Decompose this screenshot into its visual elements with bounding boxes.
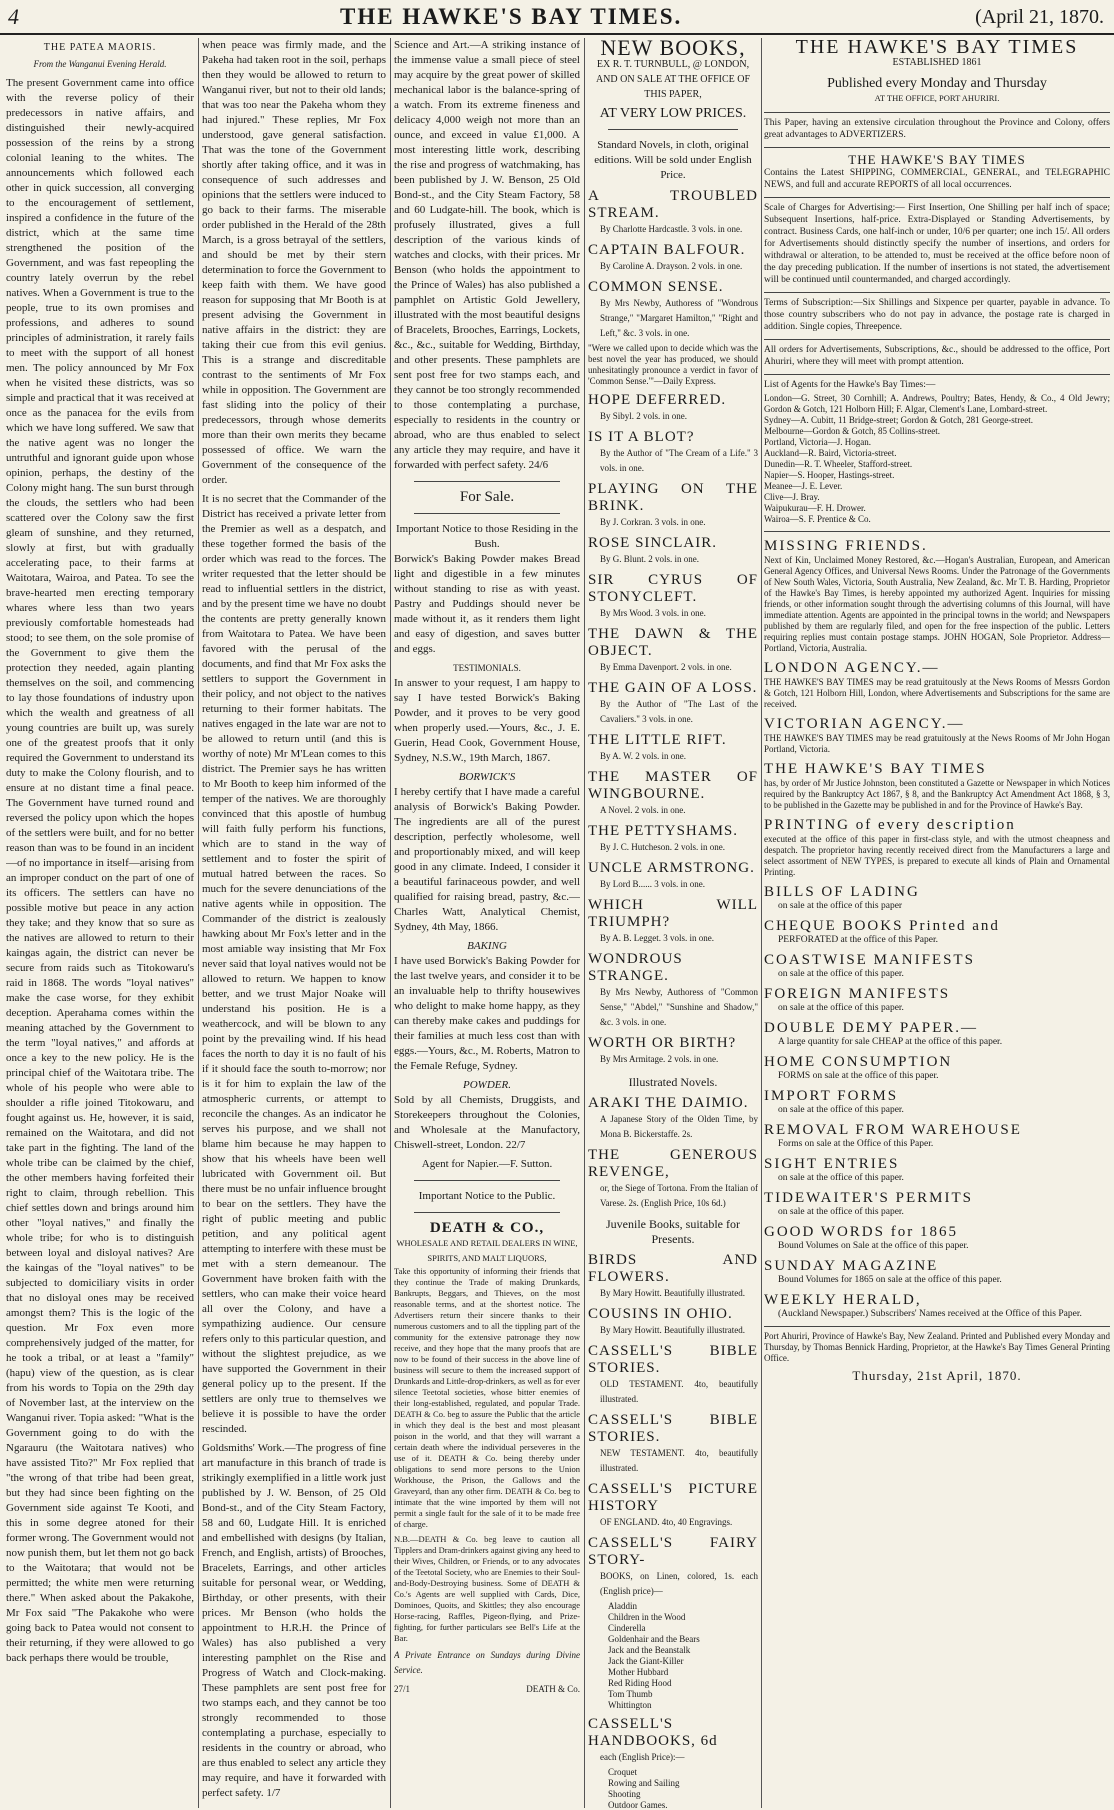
newspaper-title: THE HAWKE'S BAY TIMES. (340, 4, 683, 29)
testimonials-heading: TESTIMONIALS. (453, 663, 521, 673)
book-author: By Mrs Armitage. 2 vols. in one. (600, 1054, 719, 1064)
london-agency-body: THE HAWKE'S BAY TIMES may be read gratuitously at the News Rooms of Messrs Gordon & Gotch, 121 Holborn Hill, London, where Advertisements and Subscriptions for the same are received. (764, 677, 1110, 709)
list-item: Cinderella (608, 1623, 646, 1633)
list-item: Clive—J. Bray. (764, 492, 820, 502)
book-title: CASSELL'S BIBLE STORIES. (588, 1412, 758, 1445)
baking-heading: BAKING (467, 940, 507, 952)
gazette-heading: THE HAWKE'S BAY TIMES (764, 761, 987, 777)
victorian-agency-body: THE HAWKE'S BAY TIMES may be read gratuitously at the News Rooms of Mr John Hogan Portland, Victoria. (764, 733, 1110, 754)
juvenile-books-heading: Juvenile Books, suitable for Presents. (606, 1217, 740, 1246)
ad-line: FORMS on sale at the office of this paper. (778, 1071, 939, 1081)
book-title: PLAYING ON THE BRINK. (588, 481, 758, 514)
ad-line: Bound Volumes on Sale at the office of this paper. (778, 1241, 969, 1251)
illustrated-novels-heading: Illustrated Novels. (628, 1075, 718, 1089)
book-author: A Novel. 2 vols. in one. (600, 805, 686, 815)
ad-title: SUNDAY MAGAZINE (764, 1258, 939, 1274)
printing-heading: PRINTING of every description (764, 817, 1016, 833)
book-title: CASSELL'S BIBLE STORIES. (588, 1343, 758, 1376)
ad-line: (Auckland Newspaper.) Subscribers' Names received at the Office of this Paper. (778, 1309, 1082, 1319)
testimonial: I hereby certify that I have made a careful analysis of Borwick's Baking Powder. The ingredients are all of the purest description, perfectly wholesome, well and proportionably mixed, and will keep good in any climate. Indeed, I consider it a beautiful farinaceous powder, and well qualified for raising bread, pastry, &c.—Charles Watt, Analytical Chemist, Sydney, 4th May, 1866. (394, 786, 580, 933)
book-title: HOPE DEFERRED. (588, 392, 727, 408)
article-source: From the Wanganui Evening Herald. (33, 59, 167, 69)
established-text: ESTABLISHED 1861 (892, 57, 982, 68)
ad-line: on sale at the office of this paper. (778, 1003, 904, 1013)
column-divider (198, 38, 199, 1808)
column-divider (390, 38, 391, 1808)
book-author: By Sibyl. 2 vols. in one. (600, 411, 688, 421)
divider (764, 339, 1110, 340)
book-title: COMMON SENSE. (588, 279, 724, 295)
book-title: SIR CYRUS OF STONYCLEFT. (588, 572, 758, 605)
death-co-subheading: WHOLESALE AND RETAIL DEALERS IN WINE, SPIRITS, AND MALT LIQUORS, (396, 1238, 578, 1263)
ad-title: BILLS OF LADING (764, 884, 920, 900)
testimonial: In answer to your request, I am happy to say I have tested Borwick's Baking Powder, and it proves to be very good when properly used.—Yours, &c., J. E. Guerin, Head Cook, Government House, Sydney, N.S.W., 19th March, 1867. (394, 677, 580, 764)
gazette-body: has, by order of Mr Justice Johnston, been constituted a Gazette or Newspaper in which Notices required by the Bankruptcy Act 1867, § 8, and the Bankruptcy Act Amendment Act 1868, § 3, to be published in the Gazette may be published in and for the Province of Hawke's Bay. (764, 778, 1110, 810)
contains-heading: THE HAWKE'S BAY TIMES (848, 152, 1026, 167)
list-item: Shooting (608, 1789, 641, 1799)
list-item: Red Riding Hood (608, 1678, 672, 1688)
ad-title: TIDEWAITER'S PERMITS (764, 1190, 973, 1206)
ad-line: on sale at the office of this paper. (778, 969, 904, 979)
ad-title: WEEKLY HERALD, (764, 1292, 922, 1308)
list-item: Croquet (608, 1767, 637, 1777)
death-co-heading: DEATH & CO., (429, 1220, 545, 1236)
list-item: Whittington (608, 1700, 652, 1710)
london-agency-heading: LONDON AGENCY.— (764, 660, 940, 676)
book-title: WONDROUS STRANGE. (588, 951, 683, 984)
private-entrance-text: A Private Entrance on Sundays during Divine Service. (394, 1650, 580, 1675)
new-books-heading: NEW BOOKS, (600, 38, 746, 60)
book-author: NEW TESTAMENT. 4to, beautifully illustrated. (600, 1448, 758, 1473)
science-art-item: Science and Art.—A striking instance of the immense value a small piece of steel may acquire by the great power of skilled mechanical labor is the balance-spring of a watch. From its extreme fineness and delicacy 4,000 weigh not more than an ounce, and exceed in value £1,000. A most interesting little work, describing the rise and progress of watchmaking, has been published by J. W. Benson, 25 Old Bond-st., and the City Steam Factory, 58 and 60 Ludgate-hill. The book, which is profusely illustrated, gives a full description of the various kinds of watches and clocks, with their prices. Mr Benson (who holds the appointment to the Prince of Wales) has also published a pamphlet on Artistic Gold Jewellery, illustrated with the most beautiful designs of Bracelets, Brooches, Earrings, Lockets, &c., &c., suitable for Wedding, Birthday, and other presents. These pamphlets are sent post free for two stamps each, and they cannot be too strongly recommended to those contemplating a purchase, especially to residents in the country or abroad, who are thus enabled to select any article they may require, and have it forwarded with perfect safety. 24/6 (394, 39, 580, 471)
article-body: The present Government came into office with the reverse policy of their predecessors in native affairs, and distinguished their newly-acquired possession of the reins by a strong colonial leaning to the whites. The announcements which followed each other in quick succession, all converging to the encouragement of settlement, inspired a confidence in the future of the district, which at the same time strengthened the position of the Government, and was fast repeopling the country lately overrun by the rebel natives. When a Government is true to the people, true to its own promises and professions, and adheres to sound principles of administration, it rarely fails to meet with the support of all honest men. The policy announced by Mr Fox when he visited these districts, was so simple and practical that it was received at once as the panacea for the evils from which we have long suffered. We saw that the native agent was no longer the untruthful and ignorant guide upon whose opinion, perhaps, the destiny of the Colony might hang. The sun burst through the clouds, the settlers who had been scattered over the Colony saw the first gleam of sunshine, and they returned, slowly at first, but with gradually accelerating pace, to their farms at Waitotara, Wairoa, and Patea. To see the brave-hearted men erecting temporary whares where less than two years previously comfortable homesteads had stood; to see them, on the sole promise of the Government to give them the protection they needed, again planting themselves on the soil, and commencing to lay those foundations of industry upon which the wealth and greatness of all young countries are built up, was surely one of the greatest proofs that it only required the Government to understand its duty to make the Colony flourish, and to ensure at no distant time a final peace. The Government have turned round and reversed the policy upon which the hopes of the settlers were built, and for no better reason than was to be found in an incident—of no importance in itself—arising from an improper conduct on the part of one of its officers. The settlers can have no possible motive but peace in any action they take; and they know that so sure as the natives are allowed to return to their kaingas again, the district can never be secure from raids such as Titokowaru's raid in 1868. The words "loyal natives" make the case worse, for they exhibit deception. Aperahama comes within the meaning attached by the Government to the term "loyal natives," and affords at once a key to the new policy. He is the principal chief of the Waitotara tribe. The whole of his people who were able to shoulder a rifle joined Titokowaru, and fought against us. He, however, it is said, remained on the Waitotara, and did not take part in the fighting. The land of the whole tribe can be claimed by the chief, the other members having forfeited their right to claim, through rebellion. This chief settles down and brings around him other "loyal natives," and finally the whole tribe; for who is to distinguish between loyal and disloyal natives? Are the kaingas of the "loyal natives" to be subjected to domiciliary visits in order that no disloyal ones may be received amongst them? This is the logic of the question. Mr Fox even more comprehensively judged of the matter, for he took a tribal, or at least a "family" (hapu) view of the question, as is clear from his words to Topia on the 29th day of November last, at the interview on the Wanganui river. Topia asked: "What is the Government going to do with the Ngarauru (the Waitotara natives) who have assisted Tito?" Mr Fox replied that "the wrong of that tribe had been great, but they had since been fighting on the Government side against Te Kooti, and this in some degree atoned for their former wrong. The Government would not now punish them, but let them not go back to the Waitotara; that would not be permitted; the white men were returning there." When asked about the Pakakohe, Mr Fox said "The Pakakohe who were going back to Patea would not consent to their returning, if they were allowed to go back perhaps there would be trouble, (6, 77, 194, 1664)
missing-friends-heading: MISSING FRIENDS. (764, 538, 928, 554)
divider (764, 374, 1110, 375)
column-paper-notices (764, 38, 1110, 1808)
column-divider (761, 38, 762, 1808)
list-item: Jack the Giant-Killer (608, 1656, 684, 1666)
book-author: By Mrs Newby, Authoress of "Wondrous Strange," "Margaret Hamilton," "Right and Left," &c. 3 vols. in one. (600, 298, 758, 338)
paper-arc-title: THE HAWKE'S BAY TIMES (795, 38, 1079, 58)
book-title: UNCLE ARMSTRONG. (588, 860, 755, 876)
divider (414, 1212, 560, 1213)
book-title: THE DAWN & THE OBJECT. (588, 626, 758, 659)
book-author: By Mary Howitt. Beautifully illustrated. (600, 1288, 745, 1298)
ad-title: REMOVAL FROM WAREHOUSE (764, 1122, 1022, 1138)
column-patea-maoris (6, 38, 194, 1808)
book-title: THE GAIN OF A LOSS. (588, 680, 758, 696)
list-item: Jack and the Beanstalk (608, 1645, 691, 1655)
list-item: Aladdin (608, 1601, 637, 1611)
agents-list (764, 393, 1110, 525)
list-item: Portland, Victoria—J. Hogan. (764, 437, 872, 447)
book-title: A TROUBLED STREAM. (588, 188, 758, 221)
list-item: London—G. Street, 30 Cornhill; A. Andrews, Poultry; Bates, Hendy, & Co., 4 Old Jewry; Gordon & Gotch, 121 Holborn Hill; F. Algar, Clement's Lane, Lombard-street. (764, 393, 1110, 414)
divider (764, 112, 1110, 113)
book-title: THE LITTLE RIFT. (588, 732, 727, 748)
book-author: By Mary Howitt. Beautifully illustrated. (600, 1325, 745, 1335)
fairy-book-list (608, 1601, 758, 1711)
list-item: Sydney—A. Cubitt, 11 Bridge-street; Gordon & Gotch, 281 George-street. (764, 415, 1033, 425)
death-co-footer (394, 1682, 580, 1697)
book-author: By J. C. Hutcheson. 2 vols. in one. (600, 842, 725, 852)
list-item: Rowing and Sailing (608, 1778, 680, 1788)
death-co-note: N.B.—DEATH & Co. beg leave to caution all Tipplers and Dram-drinkers against giving any heed to their Wives, Children, or Friends, or to any advocates of the Teetotal Society, who are Enemies to their Soul-and-Body-Destroying business. Some of DEATH & Co.'s Agents are well supplied with Cards, Dice, Dominoes, Quoits, and Skittles; they also encourage Horse-racing, Raffles, Pigeon-flying, and Prize-fighting, for further particulars see Bell's Life at the Bar. (394, 1534, 580, 1643)
book-title: IS IT A BLOT? (588, 429, 695, 445)
low-prices-heading: AT VERY LOW PRICES. (599, 106, 747, 121)
list-item: Outdoor Games. (608, 1800, 668, 1808)
column-adverts-middle (394, 38, 580, 1808)
masthead-rule (0, 33, 1114, 35)
book-title: THE PETTYSHAMS. (588, 823, 739, 839)
book-title: CASSELL'S HANDBOOKS, 6d (588, 1716, 718, 1749)
powder-heading: POWDER. (463, 1079, 511, 1091)
column-article-continued (202, 38, 386, 1808)
standard-novels-text: Standard Novels, in cloth, original editions. Will be sold under English Price. (594, 139, 752, 181)
divider (414, 1180, 560, 1181)
book-title: CASSELL'S FAIRY STORY- (588, 1535, 758, 1568)
ad-line: Forms on sale at the Office of this Paper. (778, 1139, 934, 1149)
book-author: By Mrs Wood. 3 vols. in one. (600, 608, 706, 618)
list-item: Meanee—J. E. Lever. (764, 481, 843, 491)
handbooks-list (608, 1767, 758, 1808)
ad-line: on sale at the office of this paper. (778, 1173, 904, 1183)
this-paper-notice: This Paper, having an extensive circulation throughout the Province and Colony, offers great advantages to ADVERTIZERS. (764, 118, 1110, 140)
agent-text: Agent for Napier.—F. Sutton. (421, 1158, 553, 1170)
book-author: By G. Blunt. 2 vols. in one. (600, 554, 700, 564)
testimonial: I have used Borwick's Baking Powder for the last twelve years, and consider it to be an invaluable help to thrifty housewives who delight to make home happy, as they can thereby make cakes and puddings for their families at much less cost than with eggs.—Yours, &c., M. Roberts, Matron to the Female Refuge, Sydney. (394, 955, 580, 1072)
goldsmiths-item: Goldsmiths' Work.—The progress of fine art manufacture in this branch of trade is strikingly exemplified in a little work just published by J. W. Benson, of 25 Old Bond-st., and of the City Steam Factory, 58 and 60, Ludgate Hill. It is enriched and embellished with designs (by Italian, French, and English, artists) of Brooches, Bracelets, Earrings, and other articles suitable for personal wear, or Wedding, Birthday, or other presents, with their prices. Mr Benson (who holds the appointment to H.R.H. the Prince of Wales) has also published a very interesting pamphlet on the Rise and Progress of Watch and Clock-making. These pamphlets are sent post free for two stamps each, and they cannot be too strongly recommended to those contemplating a purchase, especially to residents in the country or abroad, who are thus enabled to select any article they may require, and have it forwarded with perfect safety. 1/7 (202, 1442, 386, 1799)
borwicks-heading: BORWICK'S (458, 771, 516, 783)
ad-title: COASTWISE MANIFESTS (764, 952, 975, 968)
borwick-advert: Borwick's Baking Powder makes Bread light and digestible in a few minutes without standing to rise as with yeast. Pastry and Puddings should never be made without it, as it renders them light and easy of digestion, and saves butter and eggs. (394, 553, 580, 655)
book-author: A Japanese Story of the Olden Time, by Mona B. Bickerstaffe. 2s. (600, 1114, 758, 1139)
page-number: 4 (8, 4, 19, 29)
divider (764, 197, 1110, 198)
notice-heading: Important Notice to those Residing in the Bush. (395, 523, 579, 550)
printing-body: executed at the office of this paper in first-class style, and with the utmost cheapness and despatch. The proprietor having recently received direct from the Manufacturers a large and select assortment of NEW TYPES, is prepared to execute all kinds of Plain and Ornamental Printing. (764, 834, 1110, 877)
issue-date: (April 21, 1870. (975, 6, 1104, 28)
ad-title: CHEQUE BOOKS Printed and (764, 918, 1000, 934)
column-divider (584, 38, 585, 1808)
ad-title: SIGHT ENTRIES (764, 1156, 900, 1172)
list-item: Wairoa—S. F. Prentice & Co. (764, 514, 871, 524)
list-item: Napier—S. Hooper, Hastings-street. (764, 470, 895, 480)
signature: DEATH & Co. (526, 1684, 580, 1694)
book-author: By A. W. 2 vols. in one. (600, 751, 687, 761)
book-author: By J. Corkran. 3 vols. in one. (600, 517, 706, 527)
book-title: WHICH WILL TRIUMPH? (588, 897, 758, 930)
book-title: BIRDS AND FLOWERS. (588, 1252, 758, 1285)
advert-code: 27/1 (394, 1684, 411, 1694)
book-author: each (English Price):— (600, 1752, 685, 1762)
book-review-quote: "Were we called upon to decide which was the best novel the year has produced, we should unhesitatingly pronounce a verdict in favor of 'Common Sense.'"—Daily Express. (588, 343, 758, 386)
ad-line: on sale at the office of this paper. (778, 1207, 904, 1217)
book-author: By Charlotte Hardcastle. 3 vols. in one. (600, 224, 743, 234)
book-author: OLD TESTAMENT. 4to, beautifully illustrated. (600, 1379, 758, 1404)
list-item: Waipukurau—F. H. Drower. (764, 503, 866, 513)
book-author: By A. B. Legget. 3 vols. in one. (600, 933, 714, 943)
book-author: By the Author of "The Cream of a Life." 3 vols. in one. (600, 448, 758, 473)
book-author: By Caroline A. Drayson. 2 vols. in one. (600, 261, 743, 271)
book-title: ARAKI THE DAIMIO. (588, 1095, 749, 1111)
book-author: By Lord B...... 3 vols. in one. (600, 879, 705, 889)
divider (414, 513, 560, 514)
ad-title: FOREIGN MANIFESTS (764, 986, 951, 1002)
footer-date: Thursday, 21st April, 1870. (852, 1368, 1022, 1383)
book-title: THE MASTER OF WINGBOURNE. (588, 769, 758, 802)
death-co-body: Take this opportunity of informing their friends that they continue the Trade of making Drunkards, Bankrupts, Beggars, and Thieves, on the most reasonable terms, and at the shortest notice. The Advertisers return their sincere thanks to their numerous customers and to all the tippling part of the community for the extensive patronage they now receive, and they hope that the many proofs that are now to be found of their success in the above line of business will secure to them the increased support of Drunkards and Little-drop-drinkers, as well as for ever silence Teetotal societies, whose bitter enemies of their long-established, regulated, and popular Trade. DEATH & Co. beg to assure the Public that the article in which they deal is the best and most pleasant poison in the world, and that they will warrant a certain death where the individual perseveres in the use of it. DEATH & Co. being thereby under obligations to send more persons to the Union Workhouse, the Prison, the Gallows and the Graveyard, than any other firm. DEATH & Co. beg to intimate that the wine imported by them will not permit a single fault for the sale of it to be made free of charge. (394, 1266, 580, 1529)
ad-title: DOUBLE DEMY PAPER.— (764, 1020, 978, 1036)
list-item: Goldenhair and the Bears (608, 1634, 700, 1644)
ad-line: Bound Volumes for 1865 on sale at the office of this paper. (778, 1275, 1002, 1285)
contains-notice: Contains the Latest SHIPPING, COMMERCIAL, GENERAL, and TELEGRAPHIC NEWS, and full and accurate REPORTS of all local occurrences. (764, 168, 1110, 190)
book-author: OF ENGLAND. 4to, 40 Engravings. (600, 1517, 733, 1527)
ad-title: HOME CONSUMPTION (764, 1054, 953, 1070)
divider (764, 292, 1110, 293)
book-title: ROSE SINCLAIR. (588, 535, 718, 551)
list-item: Auckland—R. Baird, Victoria-street. (764, 448, 897, 458)
book-author: BOOKS, on Linen, colored, 1s. each (English price)— (600, 1571, 758, 1596)
divider (764, 531, 1110, 532)
list-item: Tom Thumb (608, 1689, 653, 1699)
ad-line: on sale at the office of this paper. (778, 1105, 904, 1115)
list-item: Children in the Wood (608, 1612, 686, 1622)
sold-by-text: Sold by all Chemists, Druggists, and Storekeepers throughout the Colonies, and Wholesale at the Manufactory, Chiswell-street, London. 22/7 (394, 1094, 580, 1151)
agents-heading: List of Agents for the Hawke's Bay Times:— (764, 380, 936, 390)
divider (414, 481, 560, 482)
masthead (0, 0, 1114, 30)
orders-notice: All orders for Advertisements, Subscriptions, &c., should be addressed to the office, Port Ahuriri, where they will meet with prompt attention. (764, 345, 1110, 367)
imprint: Port Ahuriri, Province of Hawke's Bay, New Zealand. Printed and Published every Monday and Thursday, by Thomas Bennick Harding, Proprietor, at the Hawke's Bay Times General Printing Office. (764, 1331, 1110, 1363)
published-text: Published every Monday and Thursday (827, 76, 1047, 91)
divider (764, 147, 1110, 148)
ad-line: on sale at the office of this paper (778, 901, 903, 911)
for-sale-heading: For Sale. (459, 489, 515, 505)
list-item: Melbourne—Gordon & Gotch, 85 Collins-street. (764, 426, 940, 436)
office-text: AT THE OFFICE, PORT AHURIRI. (874, 93, 1000, 103)
book-title: CASSELL'S PICTURE HISTORY (588, 1481, 758, 1514)
ad-line: PERFORATED at the office of this Paper. (778, 935, 938, 945)
new-books-source: EX R. T. TURNBULL, @ LONDON, AND ON SALE AT THE OFFICE OF THIS PAPER, (595, 59, 751, 100)
divider (608, 129, 738, 130)
book-title: THE GENEROUS REVENGE, (588, 1147, 758, 1180)
divider (764, 1326, 1110, 1327)
book-title: CAPTAIN BALFOUR. (588, 242, 746, 258)
missing-friends-body: Next of Kin, Unclaimed Money Restored, &c.—Hogan's Australian, European, and American General Agency Offices, and Universal News Rooms. Under the Patronage of the Governments of New South Wales, Victoria, South Australia, New Zealand, &c. Mr T. B. Harding, Proprietor of the Hawke's Bay Times, is hereby appointed my authorized Agent. Inquiries for missing friends, or other information sought through the advertising columns of this Journal, will have immediate attention. Agents are appointed in the principal towns in the world; and Newspapers published by them are regularly filed, and open for the free inspection of the public. Letters requiring replies must contain postage stamps. JOHN HOGAN, Sole Proprietor. Address—Portland, Victoria, Australia. (764, 555, 1110, 653)
book-title: WORTH OR BIRTH? (588, 1035, 737, 1051)
book-author: By Emma Davenport. 2 vols. in one. (600, 662, 732, 672)
ad-title: IMPORT FORMS (764, 1088, 899, 1104)
terms-of-subscription: Terms of Subscription:—Six Shillings and Sixpence per quarter, payable in advance. To those country subscribers who do not pay in advance, the postage rate is charged in addition. Single copies, Threepence. (764, 298, 1110, 332)
article-body: It is no secret that the Commander of the District has received a private letter from the Premier as well as a despatch, and these together formed the basis of the order which was read to the forces. The writer requested that the letter should be read to influential settlers in the district, and by the present time we have no doubt the contents are pretty generally known from Waitotara to Patea. We have been favored with the perusal of the documents, and find that Mr Fox asks the settlers to support the Government in their policy, and not object to the natives returning to their former habitats. The natives engaged in the late war are not to be allowed to return until (and this is worthy of note) Mr M'Lean comes to this district. The Premier says he has written to Mr Booth to keep him informed of the temper of the natives. We are thoroughly convinced that this apostle of humbug will faith fully perform his functions, which are to stand in the way of settlement and to foster the spirit of mutual hatred between the races. So much for the severe denunciations of the native agents while in opposition. The Commander of the district is zealously hawking about Mr Fox's letter and in the most amiable way insisting that Mr Fox never said that loyal natives would not be allowed to return. We happen to know better, and we trust Major Noake will understand his position. He is a weathercock, and will be blown to any point by the prevailing wind. If his head faces the north to day it is no fault of his if it should face the south to-morrow; nor is it for him to explain the law of the atmospheric currents, or attempt to reconcile the changes. As an indicator he serves his purpose, and we shall not blame him because he may happen to show that his wheels have been well lubricated with Government oil. But there must be no unfair influence brought to bear on the settlers. They have the right of public meeting and public petition, and any political agent attempting to interfere with these must be met with a stern demeanour. The Government have broken faith with the settlers, who can make their voice heard all over the Colony, and have a sympathizing audience. Our censure refers only to this particular question, and without the slightest prejudice, as we have supported the Government in their general policy up to the present. If the settlers are only true to themselves we believe it is possible to have the order rescinded. (202, 493, 386, 1435)
victorian-agency-heading: VICTORIAN AGENCY.— (764, 716, 965, 732)
scale-of-charges: Scale of Charges for Advertising:— First Insertion, One Shilling per half inch of space; Subsequent Insertions, half-price. Extra-Displayed or Standing Advertisements, by contract. Business Cards, one half-inch or under, 10/6 per quarter; one inch 15/. All orders for Advertisements should distinctly specify the number of insertions, and orders for withdrawal or alteration, to be attended to, must be received at the office before noon of the day preceding publication. If the number of insertions is not stated, the advertisement will be continued until countermanded, and charged accordingly. (764, 203, 1110, 285)
ad-line: A large quantity for sale CHEAP at the office of this paper. (778, 1037, 1003, 1047)
article-body: when peace was firmly made, and the Pakeha had taken root in the soil, perhaps then they would be allowed to return to Wanganui river, but not to their old lands; that was too near the Pakeha whom they had injured." These replies, Mr Fox understood, gave general satisfaction. That was the tone of the Government shortly after taking office, and it was in consequence of such addresses and opinions that the settlers were induced to go back to their farms. The miserable order published in the Herald of the 28th March, is a gross betrayal of the settlers, and should be met by their stern determination to force the Government to keep faith with them. We have good reason for supposing that Mr Booth is at present advising the Government in native affairs in the district: they are taking their cue from this evil genius. This is a strange and discreditable contrast to the sentiments of Mr Fox while in opposition. The Government are fast sliding into the policy of their predecessors, through whose demerits more than their own merits they became possessed of office. We warn the Government of the consequence of the order. (202, 39, 386, 486)
list-item: Mother Hubbard (608, 1667, 669, 1677)
ad-title: GOOD WORDS for 1865 (764, 1224, 958, 1240)
book-author: By the Author of "The Last of the Cavaliers." 3 vols. in one. (600, 699, 758, 724)
book-author: or, the Siege of Tortona. From the Italian of Varese. 2s. (English Price, 10s 6d.) (600, 1183, 758, 1208)
column-new-books (588, 38, 758, 1808)
list-item: Dunedin—R. T. Wheeler, Stafford-street. (764, 459, 913, 469)
article-heading: THE PATEA MAORIS. (43, 42, 157, 53)
book-author: By Mrs Newby, Authoress of "Common Sense," "Abdel," "Sunshine and Shadow," &c. 3 vols. in one. (600, 987, 758, 1027)
book-title: COUSINS IN OHIO. (588, 1306, 733, 1322)
notice-heading: Important Notice to the Public. (418, 1190, 556, 1202)
